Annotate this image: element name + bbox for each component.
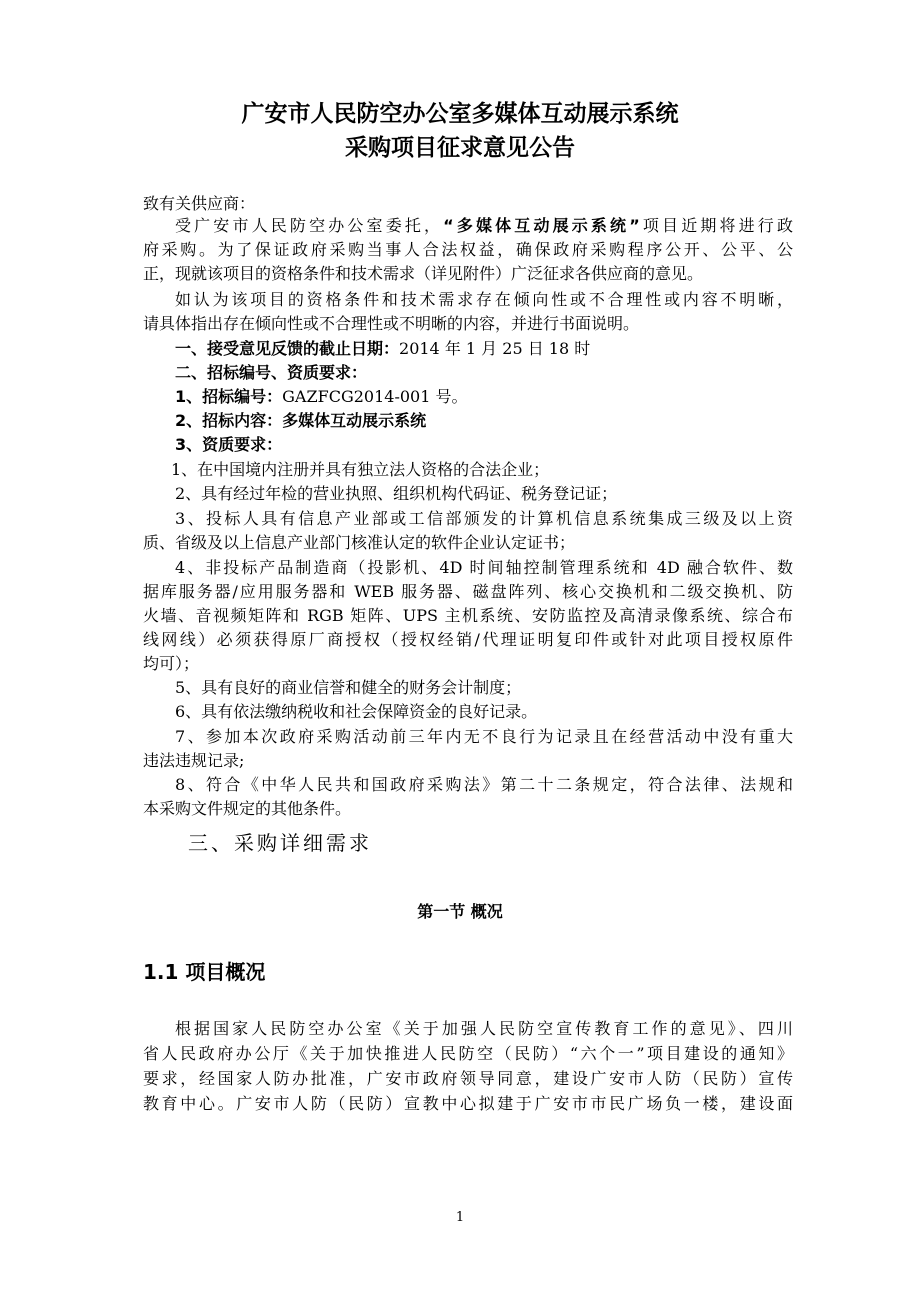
intro-line-2: 府采购。为了保证政府采购当事人合法权益，确保政府采购程序公开、公平、公 [143,240,793,259]
requirement-2: 2、具有经过年检的营业执照、组织机构代码证、税务登记证； [175,484,618,503]
requirement-4-line-3: 火墙、音视频矩阵和 RGB 矩阵、UPS 主机系统、安防监控及高清录像系统、综合布 [143,606,793,625]
requirement-8-line-2: 本采购文件规定的其他条件。 [143,799,352,818]
requirement-4-line-2: 据库服务器/应用服务器和 WEB 服务器、磁盘阵列、核心交换机和二级交换机、防 [143,582,793,601]
requirement-6: 6、具有依法缴纳税收和社会保障资金的良好记录。 [175,702,538,721]
chapter-1-title: 第一节 概况 [417,902,503,921]
requirement-7-line-2: 违法违规记录; [143,751,245,770]
requirement-4-line-4: 线网线）必须获得原厂商授权（授权经销/代理证明复印件或针对此项目授权原件 [143,630,793,649]
overview-line-3: 要求，经国家人防办批准，广安市政府领导同意，建设广安市人防（民防）宣传 [143,1069,793,1088]
tender-number: 1、招标编号：GAZFCG2014-001 号。 [175,387,468,406]
requirement-3-line-2: 质、省级及以上信息产业部门核准认定的软件企业认定证书； [143,533,576,552]
salutation: 致有关供应商： [143,194,256,213]
section-3-heading: 三、采购详细需求 [188,831,372,855]
requirement-8-line-1: 8、符合《中华人民共和国政府采购法》第二十二条规定，符合法律、法规和 [175,775,793,794]
title-line-1: 广安市人民防空办公室多媒体互动展示系统 [241,101,679,127]
overview-line-4: 教育中心。广安市人防（民防）宣教中心拟建于广安市市民广场负一楼，建设面 [143,1094,793,1113]
requirement-7-line-1: 7、参加本次政府采购活动前三年内无不良行为记录且在经营活动中没有重大 [175,727,793,746]
intro-line-1: 受广安市人民防空办公室委托，“多媒体互动展示系统”项目近期将进行政 [175,216,793,235]
requirement-1: 1、在中国境内注册并具有独立法人资格的合法企业； [171,460,550,479]
page-number: 1 [455,1210,465,1225]
requirement-4-line-1: 4、非投标产品制造商（投影机、4D 时间轴控制管理系统和 4D 融合软件、数 [175,558,793,577]
requirement-3-line-1: 3、投标人具有信息产业部或工信部颁发的计算机信息系统集成三级及以上资 [175,509,793,528]
requirement-4-line-5: 均可）； [143,654,200,673]
section-2-heading: 二、招标编号、资质要求： [175,363,368,382]
request-line-2: 请具体指出存在倾向性或不合理性或不明晰的内容，并进行书面说明。 [143,314,640,333]
tender-content: 2、招标内容：多媒体互动展示系统 [175,411,427,430]
title-line-2: 采购项目征求意见公告 [345,135,575,161]
overview-line-2: 省人民政府办公厅《关于加快推进人民防空（民防）“六个一”项目建设的通知》 [143,1044,793,1063]
qualification-heading: 3、资质要求： [175,435,283,454]
heading-1-1: 1.1 项目概况 [143,960,266,984]
overview-line-1: 根据国家人民防空办公室《关于加强人民防空宣传教育工作的意见》、四川 [175,1019,793,1038]
intro-line-3: 正，现就该项目的资格条件和技术需求（详见附件）广泛征求各供应商的意见。 [143,264,704,283]
deadline: 一、接受意见反馈的截止日期：2014 年 1 月 25 日 18 时 [175,339,591,358]
request-line-1: 如认为该项目的资格条件和技术需求存在倾向性或不合理性或内容不明晰， [175,290,793,309]
requirement-5: 5、具有良好的商业信誉和健全的财务会计制度； [175,678,522,697]
